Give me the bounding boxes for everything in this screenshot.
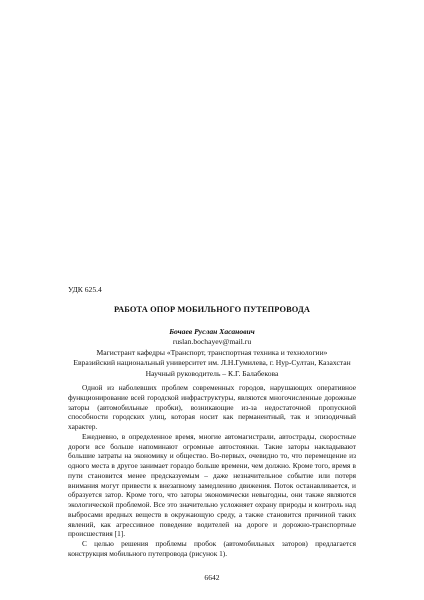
body-paragraph: Одной из наболевших проблем современных городов, нарушающих оперативное функционирование всей городской инфраструктуры, являются многочисленные дорожные заторы (автомобильные пробки), возникающие из-за недостаточной пропускной способности городских улиц, которая носит как перманентный, так и эпизодичный характер. — [68, 383, 356, 431]
scientific-supervisor: Научный руководитель – К.Г. Балабекова — [145, 368, 279, 378]
article-title: РАБОТА ОПОР МОБИЛЬНОГО ПУТЕПРОВОДА — [114, 305, 310, 314]
author-email: ruslan.bochayev@mail.ru — [172, 337, 252, 347]
author-block — [68, 327, 356, 379]
udc-code: УДК 625.4 — [68, 285, 102, 294]
article-body — [68, 383, 356, 559]
author-name: Бочаев Руслан Хасанович — [169, 327, 255, 336]
body-paragraph: С целью решения проблемы пробок (автомобильных заторов) предлагается конструкция мобильного путепровода (рисунок 1). — [68, 539, 356, 558]
author-position: Магистрант кафедры «Транспорт, транспортная техника и технологии» — [96, 347, 328, 357]
author-affiliation: Евразийский национальный университет им. Л.Н.Гумилева, г. Нур-Султан, Казахстан — [73, 358, 351, 368]
body-paragraph: Ежедневно, в определенное время, многие автомагистрали, автострады, скоростные дороги все больше напоминают огромные автостоянки. Такие заторы накладывают большие затраты на экономику и общество. Во-первых, очевидно то, что перемещение из одного места в другое занимает гораздо больше времени, чем должно. Кроме того, время в пути становится менее предсказуемым – даже незначительное событие или потеря внимания могут привести к внезапному замедлению движения. Поток останавливается, и образуется затор. Кроме того, что заторы экономически невыгодны, они также являются экологической проблемой. Все это значительно усложняет охрану природы и контроль над выбросами вредных веществ в окружающую среду, а также становится причиной таких явлений, как агрессивное поведение водителей на дороге и дорожно-транспортные происшествия [1]. — [68, 431, 356, 539]
page-number: 6642 — [204, 573, 220, 582]
